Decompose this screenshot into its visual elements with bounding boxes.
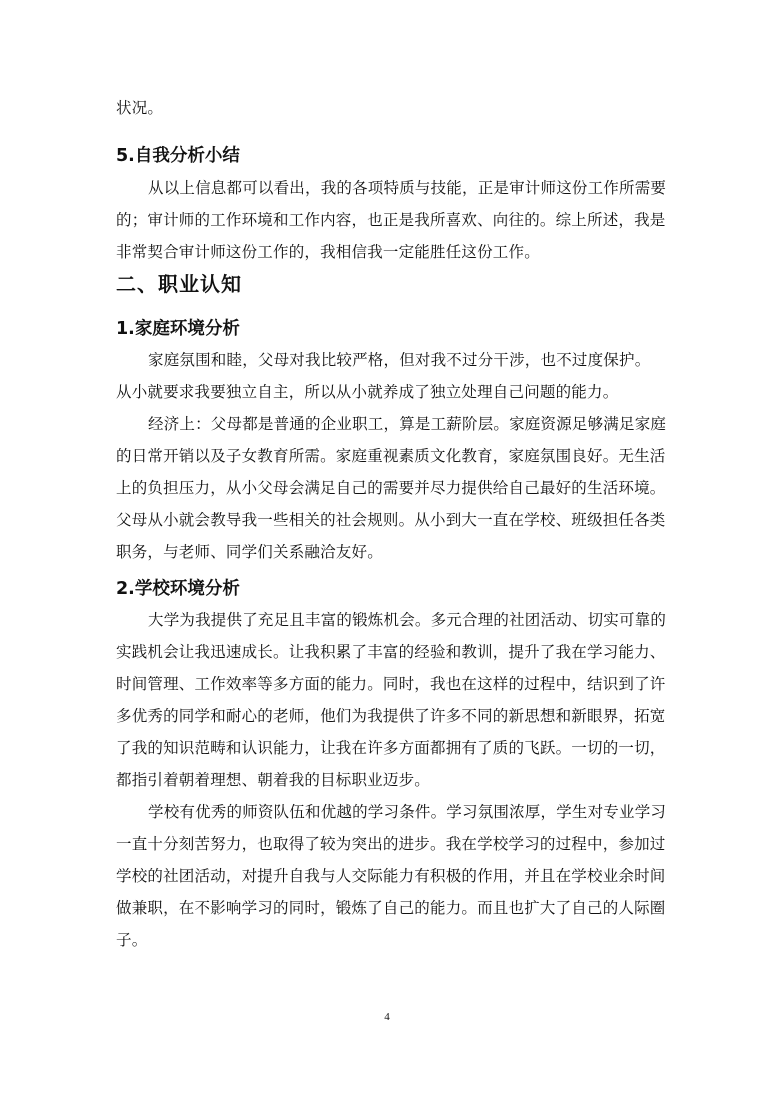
- paragraph-line: 非常契合审计师这份工作的，我相信我一定能胜任这份工作。: [116, 243, 540, 261]
- paragraph-line: 从以上信息都可以看出，我的各项特质与技能，正是审计师这份工作所需要: [148, 179, 667, 197]
- section-heading-school-environment: 2.学校环境分析: [116, 579, 240, 599]
- paragraph-line: 实践机会让我迅速成长。让我积累了丰富的经验和教训，提升了我在学习能力、: [116, 643, 666, 661]
- paragraph-line: 职务，与老师、同学们关系融洽友好。: [116, 543, 383, 561]
- page-number: 4: [384, 1011, 390, 1023]
- paragraph-line: 的日常开销以及子女教育所需。家庭重视素质文化教育，家庭氛围良好。无生活: [116, 447, 666, 465]
- paragraph-line: 做兼职，在不影响学习的同时，锻炼了自己的能力。而且也扩大了自己的人际圈: [116, 899, 666, 917]
- paragraph-line: 的；审计师的工作环境和工作内容，也正是我所喜欢、向往的。综上所述，我是: [116, 211, 666, 229]
- paragraph-line: 一直十分刻苦努力，也取得了较为突出的进步。我在学校学习的过程中，参加过: [116, 835, 666, 853]
- paragraph-fragment: 状况。: [116, 99, 164, 117]
- chapter-heading-career-cognition: 二、职业认知: [116, 272, 242, 296]
- paragraph-line: 都指引着朝着理想、朝着我的目标职业迈步。: [116, 771, 431, 789]
- paragraph-line: 经济上：父母都是普通的企业职工，算是工薪阶层。家庭资源足够满足家庭: [148, 415, 667, 433]
- paragraph-line: 多优秀的同学和耐心的老师，他们为我提供了许多不同的新思想和新眼界，拓宽: [116, 707, 666, 725]
- section-heading-self-analysis-summary: 5.自我分析小结: [116, 146, 240, 166]
- paragraph-line: 时间管理、工作效率等多方面的能力。同时，我也在这样的过程中，结识到了许: [116, 675, 666, 693]
- paragraph-line: 父母从小就会教导我一些相关的社会规则。从小到大一直在学校、班级担任各类: [116, 511, 666, 529]
- paragraph-line: 学校的社团活动，对提升自我与人交际能力有积极的作用，并且在学校业余时间: [116, 867, 666, 885]
- paragraph-line: 学校有优秀的师资队伍和优越的学习条件。学习氛围浓厚，学生对专业学习: [148, 803, 667, 821]
- paragraph-line: 上的负担压力，从小父母会满足自己的需要并尽力提供给自己最好的生活环境。: [116, 479, 666, 497]
- paragraph-line: 家庭氛围和睦，父母对我比较严格，但对我不过分干涉，也不过度保护。: [148, 351, 651, 369]
- section-heading-family-environment: 1.家庭环境分析: [116, 319, 240, 339]
- paragraph-line: 从小就要求我要独立自主，所以从小就养成了独立处理自己问题的能力。: [116, 383, 619, 401]
- paragraph-line: 大学为我提供了充足且丰富的锻炼机会。多元合理的社团活动、切实可靠的: [148, 611, 667, 629]
- paragraph-line: 子。: [116, 931, 148, 949]
- paragraph-line: 了我的知识范畴和认识能力，让我在许多方面都拥有了质的飞跃。一切的一切，: [116, 739, 666, 757]
